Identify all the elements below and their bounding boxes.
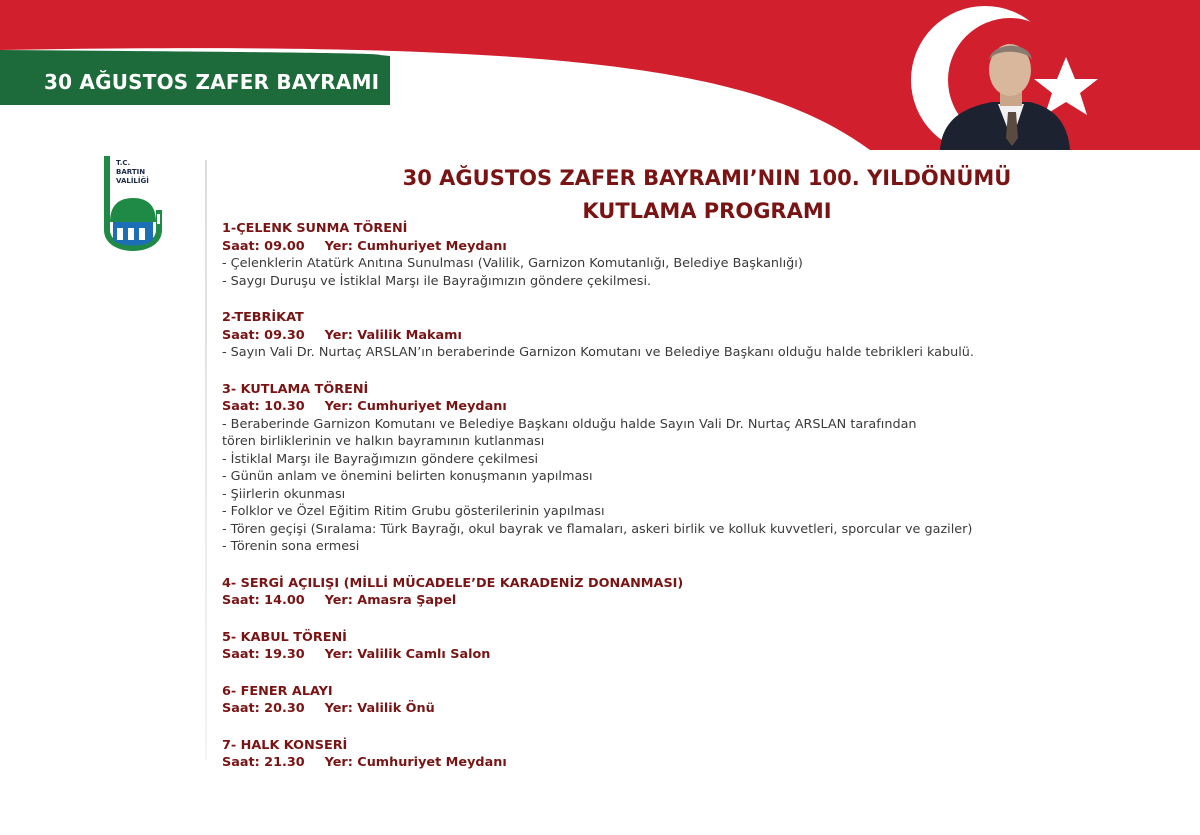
section-time-place xyxy=(222,238,1182,256)
section-title: 2-TEBRİKAT xyxy=(222,310,304,325)
section-place: Yer: Valilik Önü xyxy=(324,701,435,716)
logo-emblem-icon xyxy=(100,152,166,266)
list-item: - Tören geçişi (Sıralama: Türk Bayrağı, okul bayrak ve flamaları, askeri birlik ve kolluk kuvvetleri, sporcular ve gaziler) xyxy=(222,521,973,537)
section-time-place xyxy=(222,754,1182,772)
section-items xyxy=(222,416,1182,556)
header-title: 30 AĞUSTOS ZAFER BAYRAMI xyxy=(44,70,380,94)
list-item: - İstiklal Marşı ile Bayrağımızın göndere çekilmesi xyxy=(222,451,539,467)
program-section-2 xyxy=(222,309,1182,362)
list-item: - Günün anlam ve önemini belirten konuşmanın yapılması xyxy=(222,469,593,484)
list-item: - Beraberinde Garnizon Komutanı ve Belediye Başkanı olduğu halde Sayın Vali Dr. Nurtaç ARSLAN tarafından xyxy=(222,416,917,432)
logo-text-bartin: BARTIN xyxy=(116,168,146,176)
bartin-valiligi-logo xyxy=(100,152,166,266)
page-title xyxy=(207,162,1200,228)
program-section-4 xyxy=(222,575,1182,610)
section-time-place xyxy=(222,592,1182,610)
section-items xyxy=(222,344,1182,362)
list-item: - Çelenklerin Atatürk Anıtına Sunulması (Valilik, Garnizon Komutanlığı, Belediye Başkanlığı) xyxy=(222,256,803,271)
program-section-7 xyxy=(222,737,1182,772)
section-place: Yer: Amasra Şapel xyxy=(324,593,457,608)
list-item: - Şiirlerin okunması xyxy=(222,486,346,502)
section-place: Yer: Cumhuriyet Meydanı xyxy=(324,238,507,254)
vertical-divider xyxy=(205,160,207,760)
list-item: - Törenin sona ermesi xyxy=(222,539,360,554)
section-title: 6- FENER ALAYI xyxy=(222,683,333,699)
section-time-place xyxy=(222,700,1182,718)
program-section-1 xyxy=(222,220,1182,290)
section-place: Yer: Cumhuriyet Meydanı xyxy=(324,399,507,414)
section-items xyxy=(222,255,1182,290)
section-time-place xyxy=(222,646,1182,664)
title-line-2: KUTLAMA PROGRAMI xyxy=(582,199,832,223)
header-banner xyxy=(0,0,1200,150)
title-line-1: 30 AĞUSTOS ZAFER BAYRAMI’NIN 100. YILDÖNÜMÜ xyxy=(402,166,1012,190)
section-time-place xyxy=(222,327,1182,345)
logo-text-valiligi: VALİLİĞİ xyxy=(116,177,149,185)
program-section-5 xyxy=(222,629,1182,664)
section-title: 3- KUTLAMA TÖRENİ xyxy=(222,381,369,397)
list-item: - Saygı Duruşu ve İstiklal Marşı ile Bayrağımızın göndere çekilmesi. xyxy=(222,273,652,289)
section-time: Saat: 09.00 xyxy=(222,238,305,254)
section-time: Saat: 21.30 xyxy=(222,755,305,770)
section-title: 1-ÇELENK SUNMA TÖRENİ xyxy=(222,221,408,236)
program-list xyxy=(222,220,1182,791)
section-place: Yer: Valilik Makamı xyxy=(324,327,462,343)
section-title: 4- SERGİ AÇILIŞI (MİLLİ MÜCADELE’DE KARADENİZ DONANMASI) xyxy=(222,575,684,591)
program-section-6 xyxy=(222,683,1182,718)
section-time: Saat: 10.30 xyxy=(222,399,305,414)
list-item: tören birliklerinin ve halkın bayramının kutlanması xyxy=(222,434,545,449)
logo-text-tc: T.C. xyxy=(116,159,131,167)
section-time: Saat: 20.30 xyxy=(222,701,305,716)
section-time: Saat: 09.30 xyxy=(222,327,305,343)
section-place: Yer: Valilik Camlı Salon xyxy=(324,647,491,662)
section-time: Saat: 19.30 xyxy=(222,647,305,662)
program-section-3 xyxy=(222,381,1182,556)
list-item: - Folklor ve Özel Eğitim Ritim Grubu gösterilerinin yapılması xyxy=(222,504,605,519)
section-title: 7- HALK KONSERİ xyxy=(222,737,348,753)
section-time: Saat: 14.00 xyxy=(222,593,305,608)
section-place: Yer: Cumhuriyet Meydanı xyxy=(324,755,507,770)
section-title: 5- KABUL TÖRENİ xyxy=(222,629,347,645)
section-time-place xyxy=(222,398,1182,416)
list-item: - Sayın Vali Dr. Nurtaç ARSLAN’ın beraberinde Garnizon Komutanı ve Belediye Başkanı olduğu halde tebrikleri kabulü. xyxy=(222,345,974,360)
